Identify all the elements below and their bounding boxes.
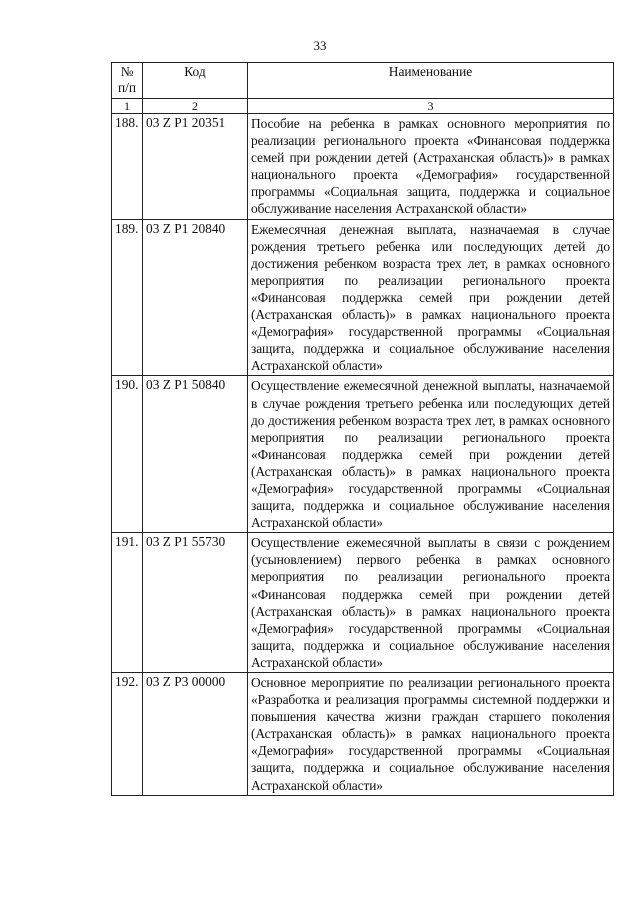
page-number: 33 (313, 38, 327, 53)
table-row (112, 533, 614, 673)
row-name: Основное мероприятие по реализации регионального проекта «Разработка и реализация программы системной поддержки и повышения качества жизни граждан старшего поколения (Астраханская область)» в рамках национального проекта «Демография» государственной программы «Социальная защита, поддержка и социальное обслуживание населения Астраханской области» (248, 673, 614, 796)
table-row (112, 219, 614, 376)
table-header-row (112, 63, 614, 99)
table-row (112, 376, 614, 533)
row-code: 03 Z P1 20840 (143, 219, 248, 376)
row-code: 03 Z P1 50840 (143, 376, 248, 533)
table-row (112, 114, 614, 220)
header-number-abbrev: п/п (117, 80, 137, 95)
row-number: 191. (112, 533, 143, 673)
budget-classification-table (111, 62, 614, 796)
table-row (112, 673, 614, 796)
row-name: Пособие на ребенка в рамках основного мероприятия по реализации регионального проекта «Финансовая поддержка семей при рождении детей (Астраханская область)» в рамках национального проекта «Демография» государственной программы «Социальная защита, поддержка и социальное обслуживание населения Астраханской области» (248, 114, 614, 220)
header-number-sign: № (120, 64, 134, 79)
column-number-1: 1 (112, 99, 143, 114)
row-code: 03 Z P1 55730 (143, 533, 248, 673)
row-number: 190. (112, 376, 143, 533)
row-number: 192. (112, 673, 143, 796)
row-code: 03 Z P3 00000 (143, 673, 248, 796)
header-name: Наименование (248, 63, 614, 99)
row-name: Осуществление ежемесячной денежной выплаты, назначаемой в случае рождения третьего ребенка или последующих детей до достижения ребенком возраста трех лет, в рамках основного мероприятия по реализации регионального проекта «Финансовая поддержка семей при рождении детей (Астраханская область)» в рамках национального проекта «Демография» государственной программы «Социальная защита, поддержка и социальное обслуживание населения Астраханской области» (248, 376, 614, 533)
row-number: 188. (112, 114, 143, 220)
row-number: 189. (112, 219, 143, 376)
column-number-row (112, 99, 614, 114)
column-number-3: 3 (248, 99, 614, 114)
header-code: Код (143, 63, 248, 99)
row-name: Осуществление ежемесячной выплаты в связи с рождением (усыновлением) первого ребенка в рамках основного мероприятия по реализации регионального проекта «Финансовая поддержка семей при рождении детей (Астраханская область)» в рамках национального проекта «Демография» государственной программы «Социальная защита, поддержка и социальное обслуживание населения Астраханской области» (248, 533, 614, 673)
row-name: Ежемесячная денежная выплата, назначаемая в случае рождения третьего ребенка или последующих детей до достижения ребенком возраста трех лет, в рамках основного мероприятия по реализации регионального проекта «Финансовая поддержка семей при рождении детей (Астраханская область)» в рамках национального проекта «Демография» государственной программы «Социальная защита, поддержка и социальное обслуживание населения Астраханской области» (248, 219, 614, 376)
row-code: 03 Z P1 20351 (143, 114, 248, 220)
header-row-number (112, 63, 143, 99)
column-number-2: 2 (143, 99, 248, 114)
